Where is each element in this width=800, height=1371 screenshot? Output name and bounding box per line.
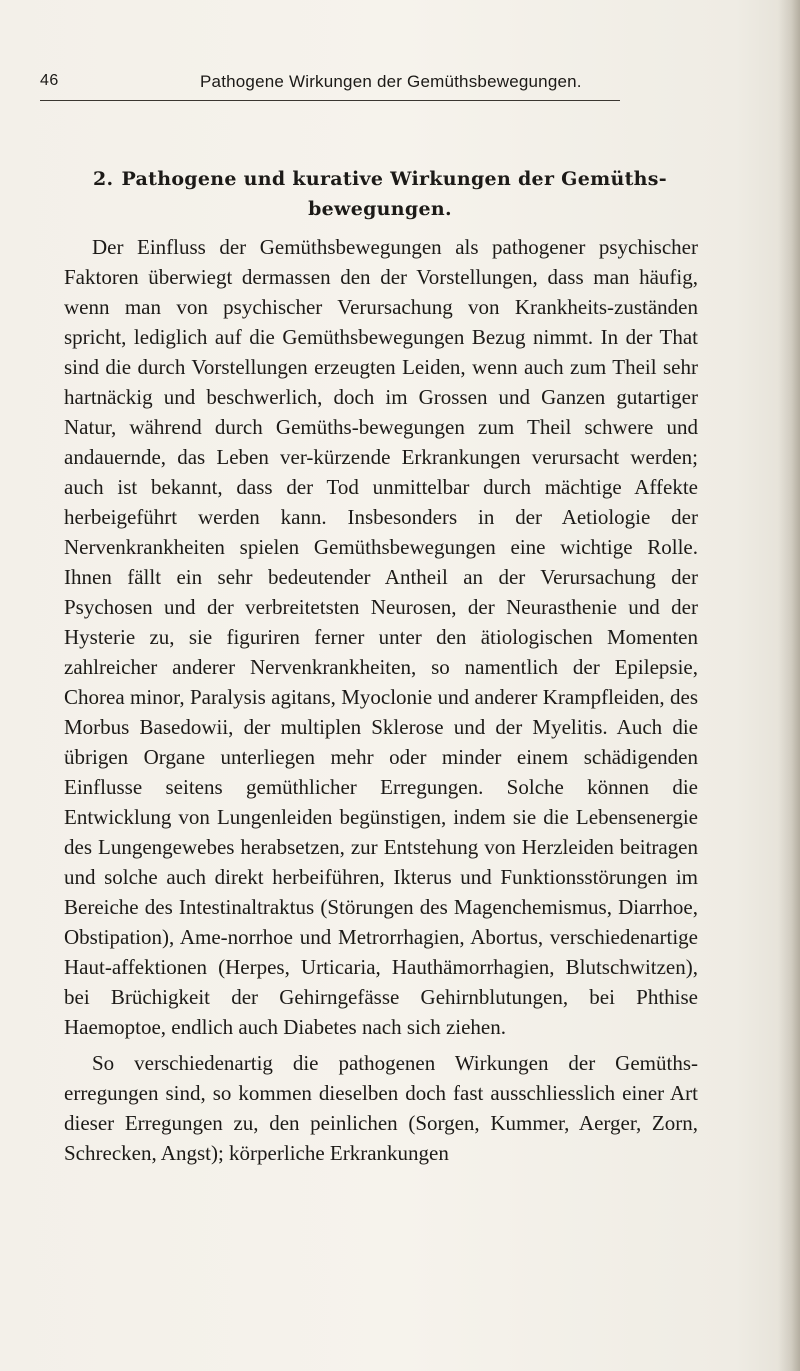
body-text: [64, 232, 698, 1168]
paragraph-1: Der Einfluss der Gemüthsbewegungen als pathogener psychischer Faktoren überwiegt dermassen den der Vorstellungen, dass man häufig, wenn man von psychischer Verursachung von Krankheits-zuständen spricht, lediglich auf die Gemüthsbewegungen Bezug nimmt. In der That sind die durch Vorstellungen erzeugten Leiden, wenn auch zum Theil sehr hartnäckig und beschwerlich, doch im Grossen und Ganzen gutartiger Natur, während durch Gemüths-bewegungen zum Theil schwere und andauernde, das Leben ver-kürzende Erkrankungen verursacht werden; auch ist bekannt, dass der Tod unmittelbar durch mächtige Affekte herbeigeführt werden kann. Insbesonders in der Aetiologie der Nervenkrankheiten spielen Gemüthsbewegungen eine wichtige Rolle. Ihnen fällt ein sehr bedeutender Antheil an der Verursachung der Psychosen und der verbreitetsten Neurosen, der Neurasthenie und der Hysterie zu, sie figuriren ferner unter den ätiologischen Momenten zahlreicher anderer Nervenkrankheiten, so namentlich der Epilepsie, Chorea minor, Paralysis agitans, Myoclonie und anderer Krampfleiden, des Morbus Basedowii, der multiplen Sklerose und der Myelitis. Auch die übrigen Organe unterliegen mehr oder minder einem schädigenden Einflusse seitens gemüthlicher Erregungen. Solche können die Entwicklung von Lungenleiden begünstigen, indem sie die Lebensenergie des Lungengewebes herabsetzen, zur Entstehung von Herzleiden beitragen und solche auch direkt herbeiführen, Ikterus und Funktionsstörungen im Bereiche des Intestinaltraktus (Störungen des Magenchemismus, Diarrhoe, Obstipation), Ame-norrhoe und Metrorrhagien, Abortus, verschiedenartige Haut-affektionen (Herpes, Urticaria, Hauthämorrhagien, Blutschwitzen), bei Brüchigkeit der Gehirngefässe Gehirnblutungen, bei Phthise Haemoptoe, endlich auch Diabetes nach sich ziehen.: [64, 235, 698, 1039]
section-number: 2.: [93, 168, 114, 190]
paragraph-2: So verschiedenartig die pathogenen Wirkungen der Gemüths-erregungen sind, so kommen dieselben doch fast ausschliesslich einer Art dieser Erregungen zu, den peinlichen (Sorgen, Kummer, Aerger, Zorn, Schrecken, Angst); körperliche Erkrankungen: [64, 1051, 698, 1165]
section-heading: [60, 164, 700, 224]
page-number: 46: [40, 72, 59, 89]
running-header: [40, 72, 620, 101]
running-title: Pathogene Wirkungen der Gemüthsbewegungen.: [200, 72, 582, 91]
section-title: Pathogene und kurative Wirkungen der Gemüths-bewegungen.: [121, 168, 667, 220]
page-edge-shadow: [778, 0, 800, 1371]
